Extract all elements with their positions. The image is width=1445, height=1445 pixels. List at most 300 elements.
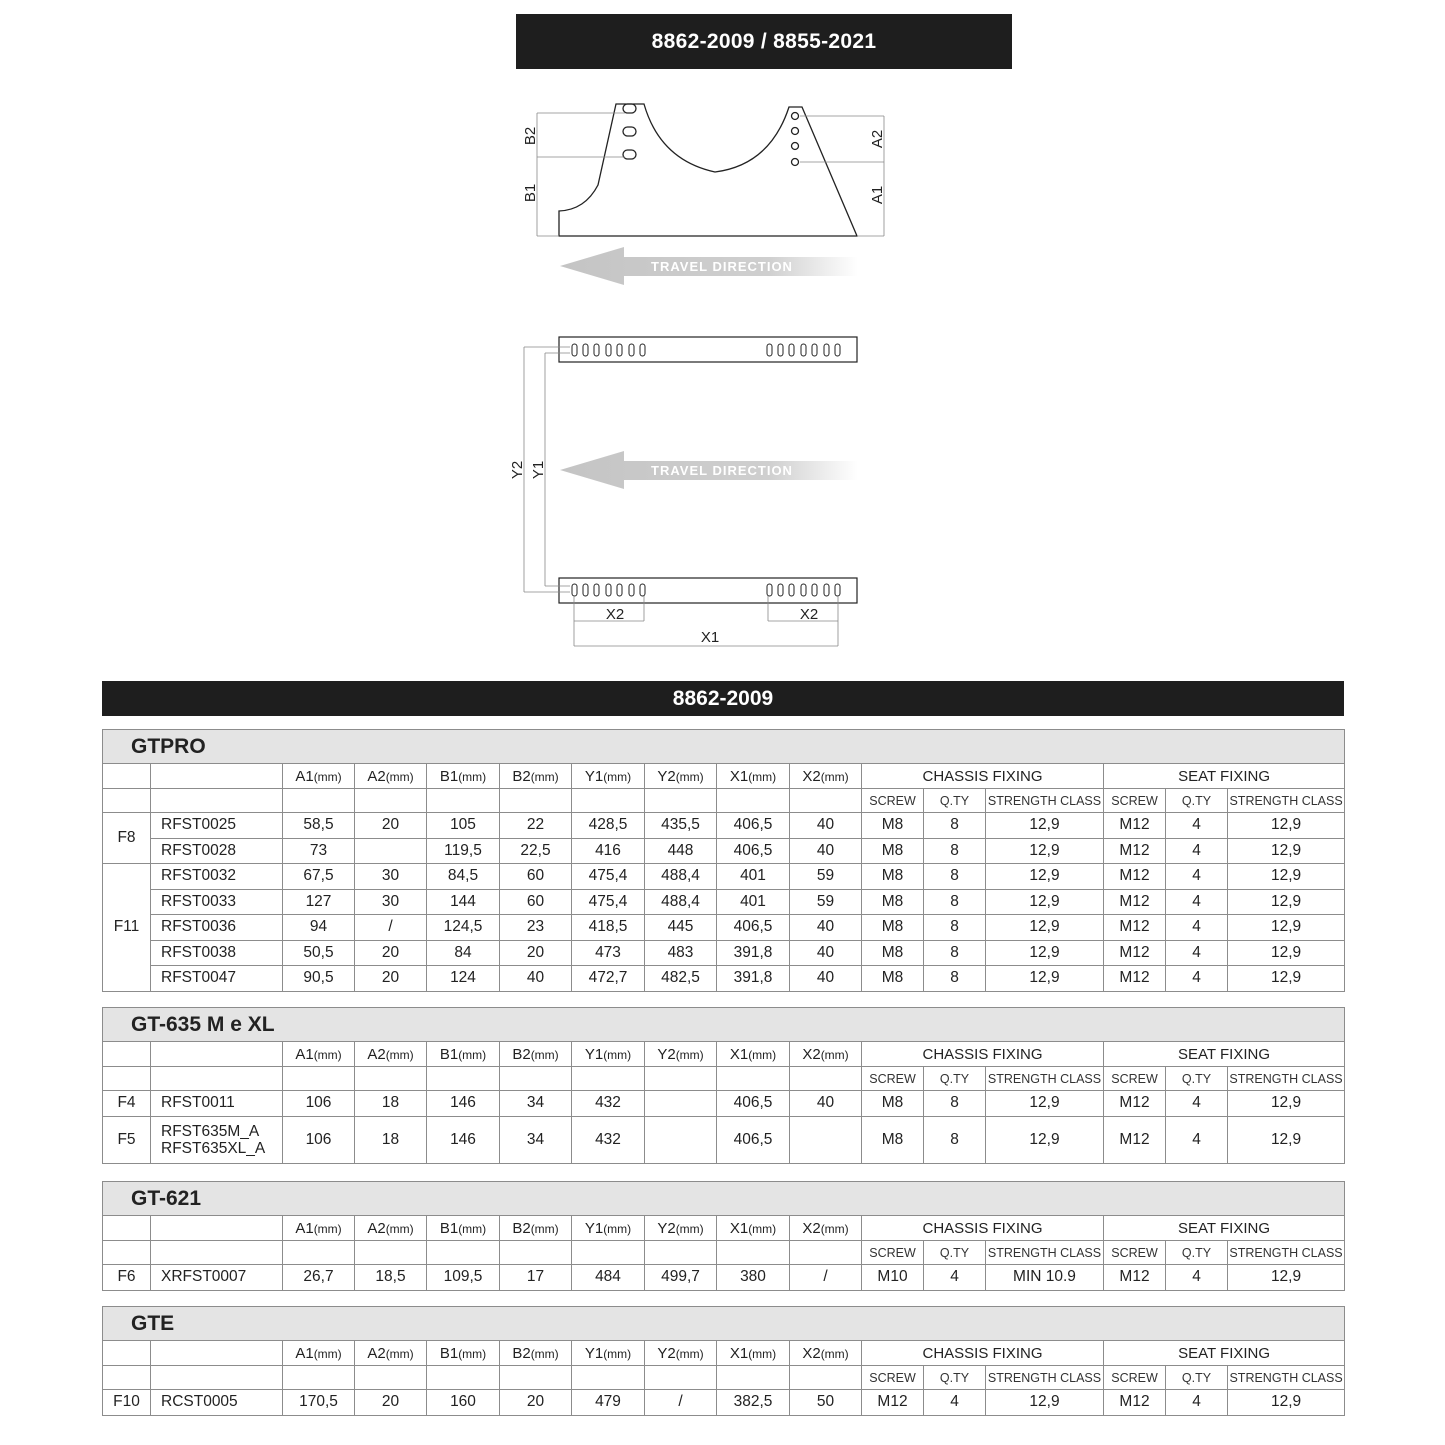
column-header-b1: B1(mm) — [427, 1216, 500, 1241]
cell-c-screw: M8 — [862, 966, 924, 992]
part-code: RCST0005 — [151, 1390, 283, 1416]
cell-b1: 144 — [427, 889, 500, 915]
cell-a1: 106 — [283, 1091, 355, 1117]
cell-b1: 146 — [427, 1116, 500, 1163]
column-header-a2: A2(mm) — [355, 1042, 427, 1067]
sub-header-screw: SCREW — [1104, 1366, 1166, 1390]
cell-a1: 170,5 — [283, 1390, 355, 1416]
column-header-a1: A1(mm) — [283, 1042, 355, 1067]
chassis-fixing-header: CHASSIS FIXING — [862, 1042, 1104, 1067]
seat-bracket-diagram — [0, 0, 1445, 670]
cell-x1: 382,5 — [717, 1390, 790, 1416]
column-header-a2: A2(mm) — [355, 764, 427, 789]
fitting-code: F5 — [103, 1116, 151, 1163]
svg-text:TRAVEL DIRECTION: TRAVEL DIRECTION — [651, 259, 793, 274]
empty-cell — [103, 1241, 151, 1265]
label-x2-right: X2 — [799, 606, 819, 623]
cell-x2: 40 — [790, 940, 862, 966]
cell-b1: 124 — [427, 966, 500, 992]
cell-s-screw: M12 — [1104, 1265, 1166, 1291]
empty-cell — [572, 1067, 645, 1091]
cell-a2: 20 — [355, 1390, 427, 1416]
cell-c-class: 12,9 — [986, 1116, 1104, 1163]
cell-x2: 50 — [790, 1390, 862, 1416]
cell-s-class: 12,9 — [1228, 889, 1345, 915]
cell-s-screw: M12 — [1104, 940, 1166, 966]
cell-c-class: 12,9 — [986, 940, 1104, 966]
column-header-y2: Y2(mm) — [645, 1042, 717, 1067]
fitting-code: F10 — [103, 1390, 151, 1416]
cell-c-screw: M8 — [862, 1116, 924, 1163]
cell-a2: / — [355, 915, 427, 941]
column-header-row — [103, 764, 1345, 789]
cell-a2: 20 — [355, 940, 427, 966]
cell-c-class: 12,9 — [986, 889, 1104, 915]
seat-fixing-header: SEAT FIXING — [1104, 764, 1345, 789]
part-code: RFST0028 — [151, 838, 283, 864]
table-row — [103, 966, 1345, 992]
empty-cell — [645, 1366, 717, 1390]
spec-table-gte — [102, 1306, 1345, 1416]
cell-y2: 445 — [645, 915, 717, 941]
table-row — [103, 838, 1345, 864]
column-header-y1: Y1(mm) — [572, 1216, 645, 1241]
cell-c-class: 12,9 — [986, 915, 1104, 941]
cell-y1: 432 — [572, 1091, 645, 1117]
cell-c-screw: M8 — [862, 813, 924, 839]
table-row — [103, 813, 1345, 839]
column-header-x1: X1(mm) — [717, 764, 790, 789]
cell-x2: 40 — [790, 1091, 862, 1117]
cell-y2: 483 — [645, 940, 717, 966]
empty-cell — [427, 1067, 500, 1091]
sub-header-screw: SCREW — [862, 1241, 924, 1265]
cell-y2: 488,4 — [645, 864, 717, 890]
cell-x2: 59 — [790, 889, 862, 915]
column-header-y1: Y1(mm) — [572, 1341, 645, 1366]
label-x1: X1 — [700, 629, 720, 646]
sub-header-screw: SCREW — [1104, 789, 1166, 813]
svg-text:TRAVEL DIRECTION: TRAVEL DIRECTION — [651, 463, 793, 478]
cell-s-screw: M12 — [1104, 1390, 1166, 1416]
empty-cell — [645, 1067, 717, 1091]
cell-s-screw: M12 — [1104, 1091, 1166, 1117]
model-name: GT-621 — [103, 1182, 1345, 1216]
label-a2: A2 — [869, 129, 886, 149]
empty-cell — [151, 1366, 283, 1390]
cell-b2: 60 — [500, 864, 572, 890]
empty-cell — [103, 1341, 151, 1366]
cell-y2: / — [645, 1390, 717, 1416]
cell-x1: 406,5 — [717, 1116, 790, 1163]
cell-b2: 20 — [500, 1390, 572, 1416]
cell-a1: 94 — [283, 915, 355, 941]
column-header-row — [103, 1341, 1345, 1366]
table-row — [103, 1265, 1345, 1291]
cell-y1: 475,4 — [572, 864, 645, 890]
cell-y1: 418,5 — [572, 915, 645, 941]
cell-c-qty: 8 — [924, 1116, 986, 1163]
cell-s-qty: 4 — [1166, 915, 1228, 941]
chassis-fixing-header: CHASSIS FIXING — [862, 1216, 1104, 1241]
empty-cell — [645, 1241, 717, 1265]
cell-y1: 473 — [572, 940, 645, 966]
cell-c-qty: 8 — [924, 915, 986, 941]
part-code: RFST635M_A RFST635XL_A — [151, 1116, 283, 1163]
side-view-dimension-lines — [537, 113, 884, 236]
table-row — [103, 1116, 1345, 1163]
empty-cell — [151, 1042, 283, 1067]
model-header-row — [103, 730, 1345, 764]
sub-header-screw: SCREW — [1104, 1067, 1166, 1091]
label-y2: Y2 — [509, 460, 526, 480]
empty-cell — [355, 789, 427, 813]
sub-header-qty: Q.TY — [924, 1241, 986, 1265]
cell-s-screw: M12 — [1104, 889, 1166, 915]
table-row — [103, 1091, 1345, 1117]
empty-cell — [283, 1366, 355, 1390]
empty-cell — [151, 789, 283, 813]
cell-b1: 105 — [427, 813, 500, 839]
cell-a2: 18 — [355, 1091, 427, 1117]
empty-cell — [717, 1241, 790, 1265]
cell-a1: 50,5 — [283, 940, 355, 966]
travel-direction-arrow-side — [560, 247, 858, 285]
cell-c-qty: 8 — [924, 1091, 986, 1117]
sub-header-qty: Q.TY — [1166, 1366, 1228, 1390]
empty-cell — [790, 1366, 862, 1390]
part-code: RFST0011 — [151, 1091, 283, 1117]
fitting-code: F4 — [103, 1091, 151, 1117]
cell-y2 — [645, 1091, 717, 1117]
column-header-b2: B2(mm) — [500, 764, 572, 789]
empty-cell — [500, 1366, 572, 1390]
table-row — [103, 1390, 1345, 1416]
cell-y2: 435,5 — [645, 813, 717, 839]
cell-a1: 106 — [283, 1116, 355, 1163]
empty-cell — [427, 1241, 500, 1265]
empty-cell — [151, 1067, 283, 1091]
cell-a1: 90,5 — [283, 966, 355, 992]
column-header-x1: X1(mm) — [717, 1216, 790, 1241]
cell-s-screw: M12 — [1104, 838, 1166, 864]
cell-c-class: 12,9 — [986, 864, 1104, 890]
column-header-y1: Y1(mm) — [572, 1042, 645, 1067]
column-header-a2: A2(mm) — [355, 1341, 427, 1366]
cell-a2: 20 — [355, 966, 427, 992]
sub-header-strength: STRENGTH CLASS — [986, 1241, 1104, 1265]
cell-c-qty: 4 — [924, 1390, 986, 1416]
empty-cell — [572, 789, 645, 813]
chassis-fixing-header: CHASSIS FIXING — [862, 764, 1104, 789]
empty-cell — [500, 789, 572, 813]
cell-y2: 499,7 — [645, 1265, 717, 1291]
side-view-bracket — [559, 104, 857, 236]
empty-cell — [500, 1241, 572, 1265]
cell-b1: 109,5 — [427, 1265, 500, 1291]
empty-cell — [427, 1366, 500, 1390]
cell-b1: 124,5 — [427, 915, 500, 941]
cell-a2: 20 — [355, 813, 427, 839]
sub-header-row — [103, 1067, 1345, 1091]
part-code: RFST0036 — [151, 915, 283, 941]
empty-cell — [717, 1067, 790, 1091]
cell-x2: 40 — [790, 813, 862, 839]
column-header-row — [103, 1042, 1345, 1067]
empty-cell — [790, 1241, 862, 1265]
part-code: XRFST0007 — [151, 1265, 283, 1291]
column-header-y2: Y2(mm) — [645, 764, 717, 789]
sub-header-strength: STRENGTH CLASS — [1228, 789, 1345, 813]
empty-cell — [103, 1042, 151, 1067]
empty-cell — [151, 1241, 283, 1265]
cell-c-class: 12,9 — [986, 1390, 1104, 1416]
cell-y1: 475,4 — [572, 889, 645, 915]
cell-s-qty: 4 — [1166, 1116, 1228, 1163]
sub-header-strength: STRENGTH CLASS — [986, 789, 1104, 813]
cell-s-class: 12,9 — [1228, 838, 1345, 864]
cell-b2: 22,5 — [500, 838, 572, 864]
cell-b2: 34 — [500, 1116, 572, 1163]
cell-b1: 84 — [427, 940, 500, 966]
cell-c-qty: 8 — [924, 813, 986, 839]
part-code: RFST0032 — [151, 864, 283, 890]
spec-table-gt-621 — [102, 1181, 1345, 1291]
empty-cell — [355, 1241, 427, 1265]
cell-c-class: MIN 10.9 — [986, 1265, 1104, 1291]
sub-header-screw: SCREW — [862, 789, 924, 813]
cell-s-qty: 4 — [1166, 966, 1228, 992]
table-row — [103, 915, 1345, 941]
column-header-x1: X1(mm) — [717, 1341, 790, 1366]
empty-cell — [283, 1241, 355, 1265]
sub-header-screw: SCREW — [1104, 1241, 1166, 1265]
cell-a2: 18 — [355, 1116, 427, 1163]
fitting-code: F6 — [103, 1265, 151, 1291]
cell-s-class: 12,9 — [1228, 813, 1345, 839]
cell-y1: 432 — [572, 1116, 645, 1163]
chassis-fixing-header: CHASSIS FIXING — [862, 1341, 1104, 1366]
empty-cell — [790, 1067, 862, 1091]
model-header-row — [103, 1008, 1345, 1042]
cell-s-class: 12,9 — [1228, 864, 1345, 890]
cell-b1: 84,5 — [427, 864, 500, 890]
cell-b2: 22 — [500, 813, 572, 839]
empty-cell — [355, 1366, 427, 1390]
cell-c-screw: M8 — [862, 915, 924, 941]
cell-b2: 40 — [500, 966, 572, 992]
cell-b2: 34 — [500, 1091, 572, 1117]
cell-b2: 20 — [500, 940, 572, 966]
cell-s-screw: M12 — [1104, 915, 1166, 941]
cell-b2: 23 — [500, 915, 572, 941]
cell-c-screw: M8 — [862, 889, 924, 915]
sub-header-row — [103, 1366, 1345, 1390]
empty-cell — [151, 764, 283, 789]
model-header-row — [103, 1182, 1345, 1216]
cell-s-class: 12,9 — [1228, 1265, 1345, 1291]
empty-cell — [717, 1366, 790, 1390]
cell-b2: 60 — [500, 889, 572, 915]
column-header-x2: X2(mm) — [790, 1341, 862, 1366]
empty-cell — [103, 1067, 151, 1091]
seat-fixing-header: SEAT FIXING — [1104, 1216, 1345, 1241]
label-x2-left: X2 — [605, 606, 625, 623]
cell-s-class: 12,9 — [1228, 1390, 1345, 1416]
seat-fixing-header: SEAT FIXING — [1104, 1042, 1345, 1067]
sub-header-strength: STRENGTH CLASS — [1228, 1067, 1345, 1091]
cell-x1: 391,8 — [717, 940, 790, 966]
cell-a1: 73 — [283, 838, 355, 864]
cell-s-class: 12,9 — [1228, 1116, 1345, 1163]
cell-c-class: 12,9 — [986, 838, 1104, 864]
cell-y2: 482,5 — [645, 966, 717, 992]
section-title: 8862-2009 — [102, 681, 1344, 716]
spec-table-gtpro — [102, 729, 1345, 992]
cell-a2: 30 — [355, 864, 427, 890]
cell-y1: 416 — [572, 838, 645, 864]
empty-cell — [151, 1341, 283, 1366]
cell-a1: 67,5 — [283, 864, 355, 890]
cell-s-qty: 4 — [1166, 940, 1228, 966]
label-b1: B1 — [522, 183, 539, 203]
column-header-y2: Y2(mm) — [645, 1341, 717, 1366]
sub-header-qty: Q.TY — [1166, 1241, 1228, 1265]
fitting-code: F11 — [103, 864, 151, 992]
empty-cell — [103, 1216, 151, 1241]
sub-header-qty: Q.TY — [924, 1067, 986, 1091]
sub-header-qty: Q.TY — [924, 1366, 986, 1390]
sub-header-strength: STRENGTH CLASS — [986, 1067, 1104, 1091]
cell-c-qty: 8 — [924, 838, 986, 864]
column-header-x2: X2(mm) — [790, 1216, 862, 1241]
fitting-code: F8 — [103, 813, 151, 864]
empty-cell — [790, 789, 862, 813]
empty-cell — [103, 789, 151, 813]
sub-header-row — [103, 1241, 1345, 1265]
cell-c-class: 12,9 — [986, 813, 1104, 839]
empty-cell — [572, 1366, 645, 1390]
cell-s-qty: 4 — [1166, 864, 1228, 890]
cell-c-screw: M12 — [862, 1390, 924, 1416]
part-code: RFST0025 — [151, 813, 283, 839]
cell-x2 — [790, 1116, 862, 1163]
cell-s-screw: M12 — [1104, 1116, 1166, 1163]
cell-s-qty: 4 — [1166, 889, 1228, 915]
top-view-dimension-lines — [524, 347, 838, 646]
cell-y1: 428,5 — [572, 813, 645, 839]
cell-a1: 26,7 — [283, 1265, 355, 1291]
column-header-a2: A2(mm) — [355, 1216, 427, 1241]
empty-cell — [355, 1067, 427, 1091]
cell-c-qty: 8 — [924, 966, 986, 992]
column-header-x1: X1(mm) — [717, 1042, 790, 1067]
cell-s-qty: 4 — [1166, 1091, 1228, 1117]
cell-x2: 59 — [790, 864, 862, 890]
empty-cell — [151, 1216, 283, 1241]
cell-c-screw: M10 — [862, 1265, 924, 1291]
part-code: RFST0033 — [151, 889, 283, 915]
empty-cell — [283, 1067, 355, 1091]
empty-cell — [283, 789, 355, 813]
cell-x1: 391,8 — [717, 966, 790, 992]
sub-header-strength: STRENGTH CLASS — [986, 1366, 1104, 1390]
column-header-y1: Y1(mm) — [572, 764, 645, 789]
cell-b2: 17 — [500, 1265, 572, 1291]
column-header-x2: X2(mm) — [790, 764, 862, 789]
model-name: GTPRO — [103, 730, 1345, 764]
cell-y2: 448 — [645, 838, 717, 864]
table-row — [103, 940, 1345, 966]
table-row — [103, 864, 1345, 890]
column-header-y2: Y2(mm) — [645, 1216, 717, 1241]
column-header-b2: B2(mm) — [500, 1341, 572, 1366]
cell-s-qty: 4 — [1166, 838, 1228, 864]
cell-y1: 484 — [572, 1265, 645, 1291]
model-name: GTE — [103, 1307, 1345, 1341]
cell-x2: 40 — [790, 966, 862, 992]
cell-s-qty: 4 — [1166, 1390, 1228, 1416]
empty-cell — [103, 764, 151, 789]
travel-direction-arrow-top — [560, 451, 858, 489]
cell-c-qty: 8 — [924, 889, 986, 915]
part-code: RFST0038 — [151, 940, 283, 966]
cell-c-screw: M8 — [862, 1091, 924, 1117]
cell-s-class: 12,9 — [1228, 966, 1345, 992]
column-header-b1: B1(mm) — [427, 1042, 500, 1067]
empty-cell — [500, 1067, 572, 1091]
cell-y2 — [645, 1116, 717, 1163]
empty-cell — [103, 1366, 151, 1390]
sub-header-row — [103, 789, 1345, 813]
cell-s-class: 12,9 — [1228, 1091, 1345, 1117]
cell-c-qty: 8 — [924, 940, 986, 966]
cell-x1: 380 — [717, 1265, 790, 1291]
column-header-b2: B2(mm) — [500, 1216, 572, 1241]
cell-s-qty: 4 — [1166, 813, 1228, 839]
empty-cell — [645, 789, 717, 813]
cell-y1: 472,7 — [572, 966, 645, 992]
cell-x2: / — [790, 1265, 862, 1291]
column-header-b1: B1(mm) — [427, 1341, 500, 1366]
cell-c-screw: M8 — [862, 838, 924, 864]
sub-header-qty: Q.TY — [1166, 1067, 1228, 1091]
cell-a2: 30 — [355, 889, 427, 915]
cell-c-class: 12,9 — [986, 1091, 1104, 1117]
cell-x1: 406,5 — [717, 813, 790, 839]
cell-a2: 18,5 — [355, 1265, 427, 1291]
cell-c-qty: 8 — [924, 864, 986, 890]
column-header-b2: B2(mm) — [500, 1042, 572, 1067]
empty-cell — [427, 789, 500, 813]
model-name: GT-635 M e XL — [103, 1008, 1345, 1042]
column-header-x2: X2(mm) — [790, 1042, 862, 1067]
cell-a2 — [355, 838, 427, 864]
column-header-a1: A1(mm) — [283, 764, 355, 789]
cell-x1: 401 — [717, 889, 790, 915]
label-b2: B2 — [522, 126, 539, 146]
column-header-a1: A1(mm) — [283, 1341, 355, 1366]
label-y1: Y1 — [530, 460, 547, 480]
sub-header-screw: SCREW — [862, 1366, 924, 1390]
empty-cell — [717, 789, 790, 813]
cell-x2: 40 — [790, 838, 862, 864]
label-a1: A1 — [869, 185, 886, 205]
cell-c-qty: 4 — [924, 1265, 986, 1291]
cell-y2: 488,4 — [645, 889, 717, 915]
cell-c-class: 12,9 — [986, 966, 1104, 992]
sub-header-qty: Q.TY — [924, 789, 986, 813]
